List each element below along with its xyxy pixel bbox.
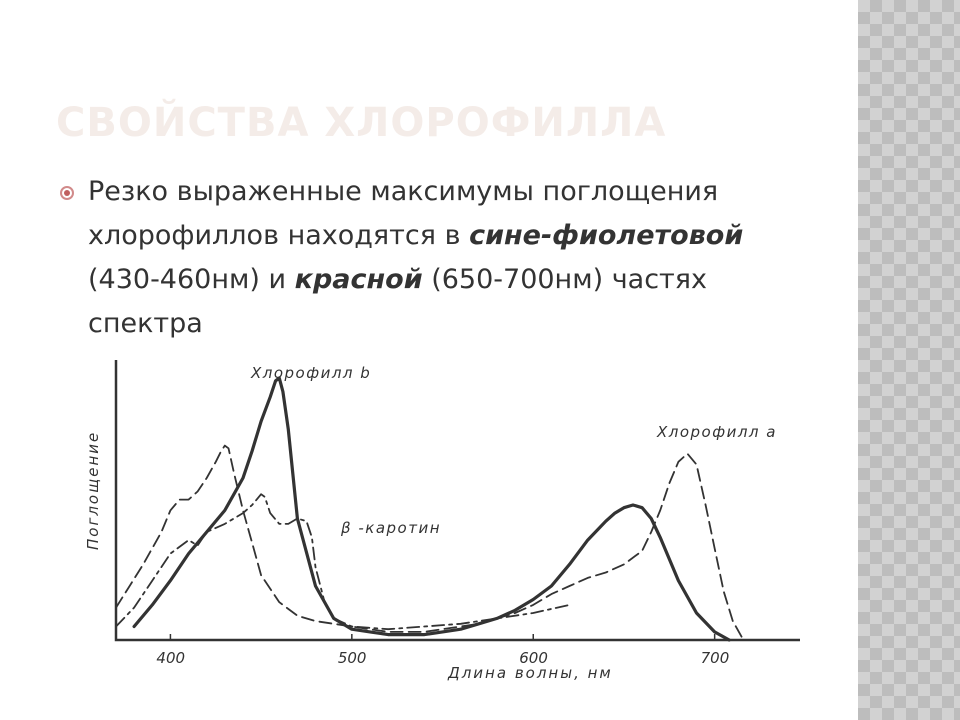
x-tick-label: 600 [519, 649, 548, 667]
slide-title: СВОЙСТВА ХЛОРОФИЛЛА [56, 100, 667, 146]
label-chlorophyll-a: Хлорофилл a [657, 423, 777, 441]
bullet-emphasis-red: красной [294, 264, 423, 295]
bullet-text-part-3: (650-700нм) частях спектра [88, 264, 707, 339]
series-layer [116, 378, 742, 640]
y-axis-title: Поглощение [84, 430, 102, 550]
x-tick-label: 500 [337, 649, 367, 667]
decorative-side-strip [858, 0, 960, 720]
series-line-0 [116, 446, 742, 638]
x-axis-title: Длина волны, нм [448, 664, 613, 682]
bullet-text-part-1: Резко выраженные максимумы поглощения хлорофиллов находятся в [88, 176, 719, 251]
bullet-text-part-2: (430-460нм) и [88, 264, 295, 295]
axes-frame [116, 360, 800, 640]
label-chlorophyll-b: Хлорофилл b [251, 364, 372, 382]
x-tick-label: 700 [700, 649, 730, 667]
series-line-1 [134, 378, 729, 640]
x-tick-label: 400 [156, 649, 186, 667]
label-beta-carotene: β -каротин [341, 519, 441, 537]
bullet-emphasis-blue-violet: сине-фиолетовой [469, 220, 744, 251]
